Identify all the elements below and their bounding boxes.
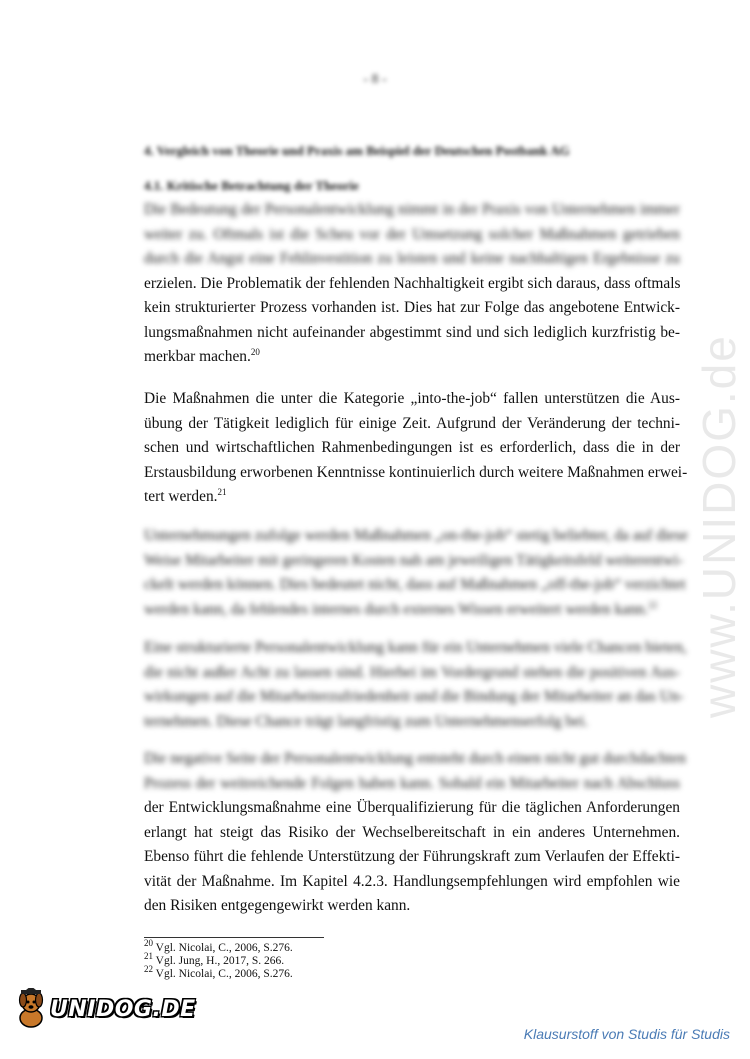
footnote-number: 21: [144, 951, 153, 962]
text-line: kein strukturierter Prozess vorhanden ist. Dies hat zur Folge das angebotene Entwick-: [144, 299, 680, 316]
footnote-ref: 20: [250, 346, 260, 357]
text-line: Die Maßnahmen die unter die Kategorie „into-the-job“ fallen unterstützen die Aus-: [144, 390, 680, 407]
paragraph-1: [144, 198, 680, 370]
blurred-line: Prozess der weitreichende Folgen haben kann. Sobald ein Mitarbeiter nach Abschluss: [144, 774, 680, 792]
blurred-line: weiter zu. Oftmals ist die Scheu vor der Umsetzung solcher Maßnahmen getrieben: [144, 225, 680, 243]
text-line: Ebenso führt die fehlende Unterstützung der Führungskraft zum Verlaufen der Effekti-: [144, 848, 680, 865]
text-line: lungsmaßnahmen nicht aufeinander abgestimmt sind und sich lediglich kurzfristig be-: [144, 323, 680, 341]
text-line-content: merkbar machen.: [144, 348, 251, 365]
footnote-text: Vgl. Nicolai, C., 2006, S.276.: [155, 968, 293, 980]
chapter-heading: 4. Vergleich von Theorie und Praxis am Beispiel der Deutschen Postbank AG: [144, 143, 570, 158]
text-line: Erstausbildung erworbenen Kenntnisse kontinuierlich durch weitere Maßnahmen erwei-: [144, 463, 688, 481]
footnote-text: Vgl. Jung, H., 2017, S. 266.: [155, 955, 285, 967]
footnotes: [144, 938, 293, 981]
text-line: der Entwicklungsmaßnahme eine Überqualifizierung für die täglichen Anforderungen: [144, 799, 680, 816]
footnote-ref: 21: [217, 486, 227, 497]
dog-icon: [14, 988, 48, 1030]
footnote-number: 20: [144, 938, 153, 949]
footnote: [144, 964, 293, 981]
blurred-line: Die Bedeutung der Personalentwicklung nimmt in der Praxis von Unternehmen immer: [144, 201, 680, 218]
text-line-content: tert werden.: [144, 488, 218, 505]
blurred-line: Unternehmungen zufolge werden Maßnahmen „on-the-job“ stetig beliebter, da auf diese: [144, 527, 688, 544]
watermark: www.UNIDOG.de: [693, 334, 745, 718]
blurred-line: ternehmen. Diese Chance trägt langfristig zum Unternehmenserfolg bei.: [144, 712, 589, 730]
paragraph-3: [144, 524, 688, 622]
blurred-line: Eine strukturierte Personalentwicklung kann für ein Unternehmen viele Chancen bieten,: [144, 639, 687, 656]
paragraph-4: [144, 636, 687, 734]
page-number: - 8 -: [363, 72, 387, 87]
footnote: [144, 951, 293, 968]
footnote-divider: [144, 937, 324, 938]
text-line: erlangt hat steigt das Risiko der Wechselbereitschaft in ein anderes Unternehmen.: [144, 823, 680, 841]
blurred-line: wirkungen auf die Mitarbeiterzufriedenheit und die Bindung der Mitarbeiter an das Un-: [144, 688, 684, 705]
paragraph-2: [144, 387, 688, 510]
blurred-line: [144, 598, 680, 623]
section-heading: 4.1. Kritische Betrachtung der Theorie: [144, 178, 359, 193]
text-line: vität der Maßnahme. Im Kapitel 4.2.3. Handlungsempfehlungen wird empfohlen wie: [144, 872, 680, 890]
blurred-line: durch die Angst eine Fehlinvestition zu leisten und keine nachhaltigen Ergebnisse zu: [144, 250, 680, 267]
text-line: schen und wirtschaftlichen Rahmenbedingungen ist es erforderlich, dass die in der: [144, 439, 680, 456]
text-line: erzielen. Die Problematik der fehlenden Nachhaltigkeit ergibt sich daraus, dass oftmals: [144, 274, 681, 292]
text-line: [144, 485, 680, 510]
unidog-logo[interactable]: [14, 988, 196, 1030]
footnote-text: Vgl. Nicolai, C., 2006, S.276.: [155, 942, 293, 954]
text-line: übung der Tätigkeit lediglich für einige Zeit. Aufgrund der Veränderung der techni-: [144, 414, 680, 432]
text-line: den Risiken entgegengewirkt werden kann.: [144, 897, 411, 914]
blurred-line: ckelt werden können. Dies bedeutet nicht, dass auf Maßnahmen „off-the-job“ verzichtet: [144, 576, 686, 593]
slogan: Klausurstoff von Studis für Studis: [523, 1026, 730, 1042]
footnote-number: 22: [144, 964, 153, 975]
paragraph-5: [144, 747, 686, 919]
text-line-content: werden kann, da fehlendes internes durch externes Wissen erweitert werden kann.: [144, 600, 649, 618]
footnote-ref: 22: [648, 599, 658, 610]
footnote: [144, 938, 293, 955]
blurred-line: Die negative Seite der Personalentwicklung entsteht durch einen nicht gut durchdachten: [144, 750, 686, 767]
text-line: [144, 345, 680, 370]
blurred-line: die nicht außer Acht zu lassen sind. Hierbei im Vordergrund stehen die positiven Aus-: [144, 663, 680, 681]
logo-text: UNIDOG.DE: [50, 996, 196, 1022]
blurred-line: Weise Mitarbeiter mit geringeren Kosten nah am jeweiligen Tätigkeitsfeld weiterentwi-: [144, 551, 684, 569]
